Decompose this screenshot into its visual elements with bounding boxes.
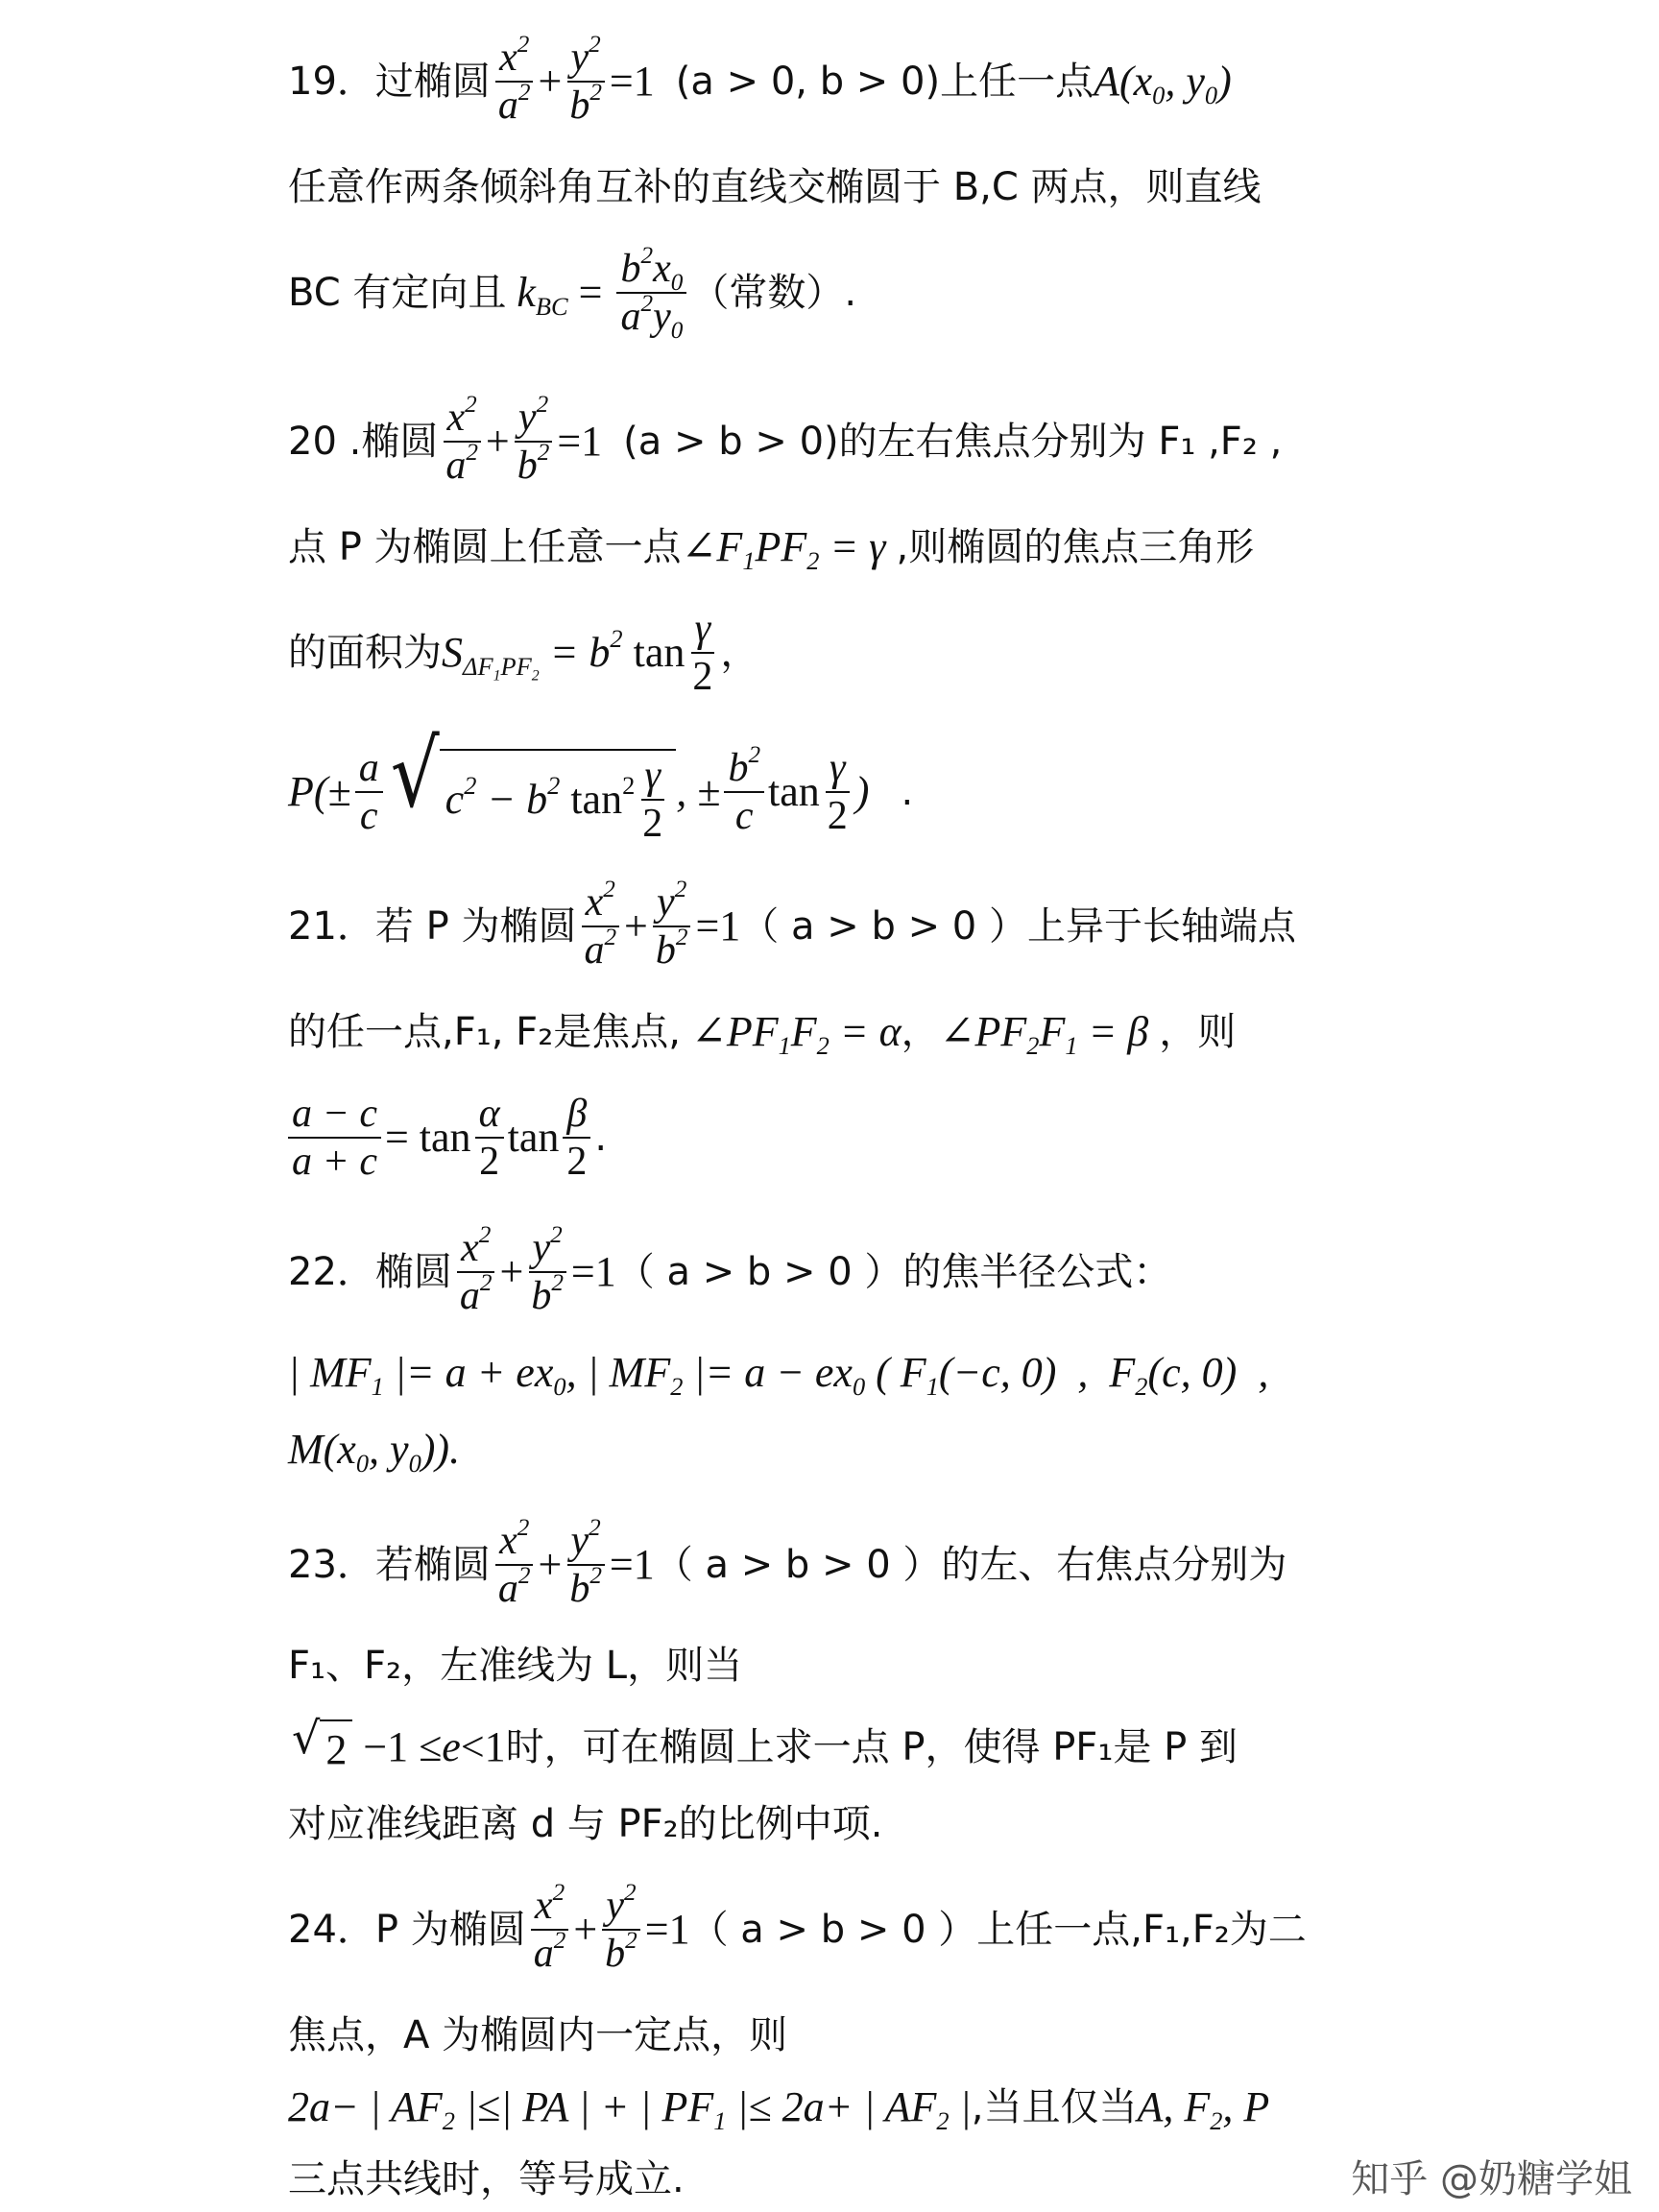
formula-fraction: $\frac{y^2}{b^2}$ <box>652 881 692 972</box>
item-23-line-3: √ 2 −1 ≤ e <1 时，可在椭圆上求一点 P，使得 PF₁是 P 到 <box>288 1719 1238 1776</box>
item-24-line-4: 三点共线时，等号成立. <box>288 2157 685 2201</box>
item-21-line-1: 21．若 P 为椭圆 $\frac{x^2}{a^2}$ + $\frac{y^2}{b^2}$ =1 （ a > b > 0 ）上异于长轴端点 <box>288 877 1296 973</box>
item-24-line-2: 焦点，A 为椭圆内一定点，则 <box>288 2013 788 2057</box>
formula-fraction: $\frac{y^2}{b^2}$ <box>565 36 606 127</box>
item-19-condition: (a > 0, b > 0)上任一点 <box>675 60 1094 104</box>
item-19-text: （常数）. <box>690 271 857 315</box>
formula-fraction: $\frac{\gamma}{2}$ <box>827 745 848 838</box>
formula-fraction: $\frac{x^2}{a^2}$ <box>494 1520 535 1610</box>
item-24-line-3: 2a− | $AF_2$ |≤| PA | + | $PF_1$ |≤ 2a+ | $AF_2$ | ,当且仅当 A, $F_2$, P <box>288 2079 1269 2136</box>
item-23-line-1: 23．若椭圆 $\frac{x^2}{a^2}$ + $\frac{y^2}{b^2}$ =1 （ a > b > 0 ）的左、右焦点分别为 <box>288 1515 1287 1611</box>
item-23-text: 23．若椭圆 <box>288 1543 491 1587</box>
item-21-line-2: 的任一点,F₁, F₂是焦点, $\angle PF_1F_2 = \alpha$ ， $\angle PF_2F_1 = \beta$ ，则 <box>288 1003 1236 1061</box>
item-20-text: 的面积为 <box>288 631 442 675</box>
item-21-text: . <box>594 1116 608 1160</box>
item-20-text: (a > b > 0)的左右焦点分别为 F₁ ,F₂ , <box>623 420 1283 464</box>
item-21-text: ， <box>901 1010 940 1054</box>
item-24-text: （ a > b > 0 ）上任一点,F₁,F₂为二 <box>689 1908 1307 1952</box>
item-20-text: ,则椭圆的焦点三角形 <box>896 525 1255 569</box>
item-19-line-1: 19．过椭圆 $\frac{x^2}{a^2}$ + $\frac{y^2}{b^2}$ =1 (a > 0, b > 0)上任一点 $A(x_0$, $y_0$) <box>288 32 1232 128</box>
item-20-text: . <box>901 770 914 814</box>
item-19-text: 19．过椭圆 <box>288 60 491 104</box>
formula-fraction: $\frac{y^2}{b^2}$ <box>527 1227 567 1317</box>
item-21-text: 的任一点,F₁, F₂是焦点, <box>288 1010 681 1054</box>
item-22-text: 22．椭圆 <box>288 1250 452 1294</box>
item-20-line-2: 点 P 为椭圆上任意一点 $\angle F_1PF_2 = \gamma$ ,则椭圆的焦点三角形 <box>288 518 1254 576</box>
formula-fraction: $\frac{x^2}{a^2}$ <box>494 36 535 127</box>
item-19-text: BC 有定向且 <box>288 271 507 315</box>
item-21-text: 21．若 P 为椭圆 <box>288 904 577 949</box>
formula-fraction: $\frac{b^2x_0}{a^2y_0}$ <box>616 248 686 338</box>
item-19-line-2: 任意作两条倾斜角互补的直线交椭圆于 B,C 两点，则直线 <box>288 165 1262 209</box>
item-22-line-3: $M(x_0$, $y_0$)). <box>288 1426 461 1479</box>
item-22-line-2: | $MF_1$ |= $a + ex_0$, | $MF_2$ |= $a - ex_0$ ( $F_1(-c$, 0) , $F_2(c$, 0) , <box>288 1349 1269 1402</box>
formula-point-a: $A(x_0$, $y_0$) <box>1094 58 1232 110</box>
formula-fraction: $\frac{y^2}{b^2}$ <box>565 1520 606 1610</box>
formula-sqrt: √ 2 <box>292 1716 352 1779</box>
item-24-line-1: 24．P 为椭圆 $\frac{x^2}{a^2}$ + $\frac{y^2}{b^2}$ =1 （ a > b > 0 ）上任一点,F₁,F₂为二 <box>288 1880 1307 1976</box>
formula-fraction: $\frac{x^2}{a^2}$ <box>456 1227 496 1317</box>
item-23-text: （ a > b > 0 ）的左、右焦点分别为 <box>654 1543 1287 1587</box>
formula-fraction: $\frac{a}{c}$ <box>355 747 383 837</box>
item-24-text: ,当且仅当 <box>971 2085 1138 2129</box>
item-20-line-4: P(± $\frac{a}{c}$ √ $c^2 - b^2$ $\tan^2$ $\frac{\gamma}{2}$ , ± $\frac{b^2}{c}$ tan $\frac{\gamma}{2}$ ) . <box>288 720 914 846</box>
item-20-line-3: 的面积为 $S_{\Delta F_1PF_2} = b^2$ tan $\frac{\gamma}{2}$ ， <box>288 606 759 699</box>
formula-fraction: $\frac{y^2}{b^2}$ <box>601 1885 641 1975</box>
formula-fraction: $\frac{\alpha}{2}$ <box>475 1093 504 1183</box>
item-23-line-2: F₁、F₂，左准线为 L，则当 <box>288 1644 743 1688</box>
item-23-text: 时，可在椭圆上求一点 P，使得 PF₁是 P 到 <box>505 1725 1238 1769</box>
item-22-line-1: 22．椭圆 $\frac{x^2}{a^2}$ + $\frac{y^2}{b^2}$ =1 （ a > b > 0 ）的焦半径公式： <box>288 1222 1172 1318</box>
item-19-line-3: BC 有定向且 $k_{BC}$ = $\frac{b^2x_0}{a^2y_0}$ （常数）. <box>288 243 857 344</box>
item-20-text: 20 .椭圆 <box>288 420 439 464</box>
formula-fraction: $\frac{b^2}{c}$ <box>724 747 764 837</box>
formula-fraction: $\frac{y^2}{b^2}$ <box>514 397 554 487</box>
item-21-line-3: $\frac{a - c}{a + c}$ = tan $\frac{\alpha}{2}$ tan $\frac{\beta}{2}$ . <box>288 1085 607 1190</box>
formula-fraction: $\frac{\gamma}{2}$ <box>692 606 713 699</box>
item-24-text: 24．P 为椭圆 <box>288 1908 526 1952</box>
item-23-line-4: 对应准线距离 d 与 PF₂的比例中项. <box>288 1802 883 1846</box>
item-21-text: （ a > b > 0 ）上异于长轴端点 <box>740 904 1296 949</box>
item-20-text: ， <box>720 631 759 675</box>
item-20-line-1: 20 .椭圆 $\frac{x^2}{a^2}$ + $\frac{y^2}{b^2}$ =1 (a > b > 0)的左右焦点分别为 F₁ ,F₂ , <box>288 392 1283 488</box>
watermark: 知乎 @奶糖学姐 <box>1351 2157 1632 2201</box>
item-21-text: ，则 <box>1159 1010 1237 1054</box>
formula-fraction: $\frac{a - c}{a + c}$ <box>288 1093 381 1183</box>
formula-sqrt: √ $c^2 - b^2$ $\tan^2$ $\frac{\gamma}{2}$ <box>391 739 677 845</box>
formula-fraction: $\frac{x^2}{a^2}$ <box>580 881 620 972</box>
formula-fraction: $\frac{x^2}{a^2}$ <box>442 397 482 487</box>
item-22-text: （ a > b > 0 ）的焦半径公式： <box>615 1250 1172 1294</box>
item-20-text: 点 P 为椭圆上任意一点 <box>288 525 682 569</box>
formula-fraction: $\frac{x^2}{a^2}$ <box>530 1885 570 1975</box>
formula-fraction: $\frac{\beta}{2}$ <box>563 1093 590 1183</box>
